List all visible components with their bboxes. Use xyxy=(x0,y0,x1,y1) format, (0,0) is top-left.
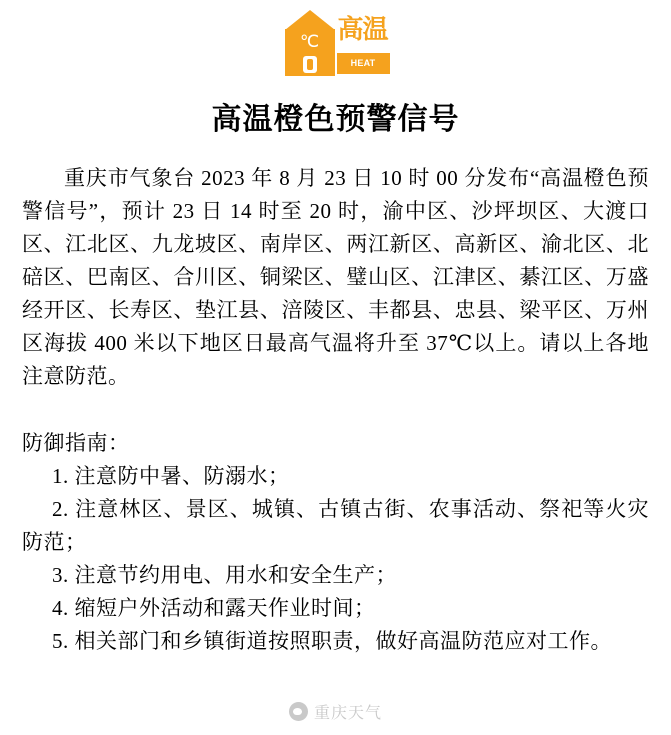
page-title: 高温橙色预警信号 xyxy=(211,103,460,136)
source-watermark xyxy=(0,700,671,723)
heat-wave-badge-icon xyxy=(282,10,390,89)
degree-symbol: ℃ xyxy=(299,32,320,51)
guide-item: 1. 注意防中暑、防溺水； xyxy=(52,464,290,488)
source-label: 重庆天气 xyxy=(313,705,382,722)
guide-item: 4. 缩短户外活动和露天作业时间； xyxy=(52,596,376,620)
house-icon xyxy=(282,10,338,78)
guide-item: 3. 注意节约用电、用水和安全生产； xyxy=(52,563,397,587)
thermometer-icon xyxy=(303,56,317,73)
house-roof-shape xyxy=(285,10,335,30)
weibo-icon xyxy=(289,702,308,721)
logo-container xyxy=(22,0,649,88)
main-paragraph: 重庆市气象台 2023 年 8 月 23 日 10 时 00 分发布“高温橙色预警信号”，预计 23 日 14 时至 20 时，渝中区、沙坪坝区、大渡口区、江北区、九龙坡区、南岸区、两江新区、高新区、渝北区、北碚区、巴南区、合川区、铜梁区、璧山区、江津区、綦江区、万盛经开区、长寿区、垫江县、涪陵区、丰都县、忠县、梁平区、万州区海拔 400 米以下地区日最高气温将升至 37℃以上。请以上各地注意防范。 xyxy=(22,166,649,388)
guide-heading: 防御指南： xyxy=(22,431,130,455)
logo-cn-text: 高温 xyxy=(337,14,388,44)
guide-item: 2. 注意林区、景区、城镇、古镇古街、农事活动、祭祀等火灾防范； xyxy=(22,497,649,554)
guide-item: 5. 相关部门和乡镇街道按照职责，做好高温防范应对工作。 xyxy=(52,629,612,653)
logo-en-text: HEAT WAVE xyxy=(337,53,390,74)
paragraph-spacer xyxy=(22,393,649,427)
logo-text-group xyxy=(337,10,390,89)
